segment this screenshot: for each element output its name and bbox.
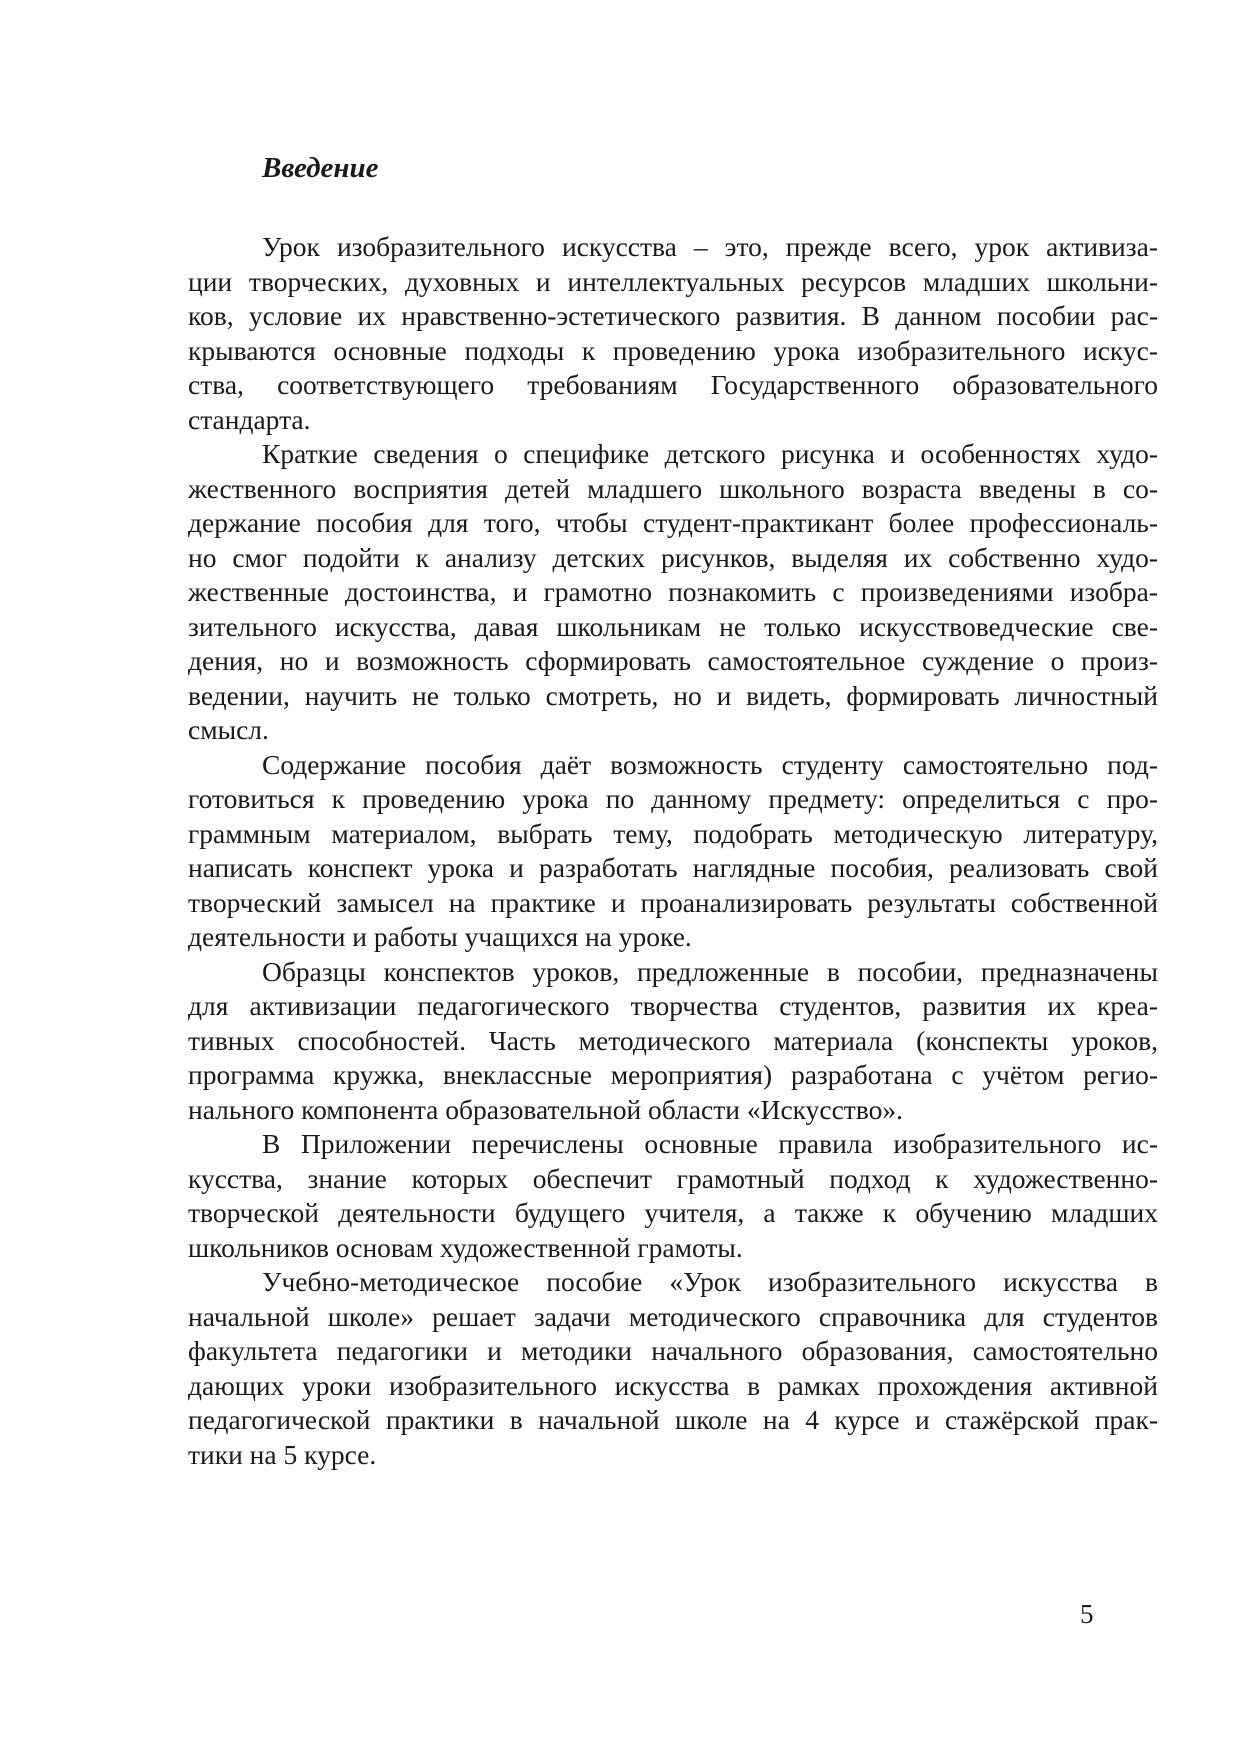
text-line: написать конспект урока и разработать наглядные пособия, реализовать свой (188, 852, 1158, 883)
text-line: но смог подойти к анализу детских рисунков, выделяя их собственно худо- (188, 541, 1158, 573)
text-line: кусства, знание которых обеспечит грамотный подход к художественно- (188, 1162, 1158, 1194)
paragraph-3 (188, 748, 1158, 955)
text-line: для активизации педагогического творчества студентов, развития их креа- (188, 990, 1158, 1021)
text-line: ства, соответствующего требованиям Государственного образовательного (188, 369, 1158, 400)
text-line: зительного искусства, давая школьникам не только искусствоведческие све- (188, 610, 1158, 642)
text-line: Образцы конспектов уроков, предложенные в пособии, предназначены (262, 955, 1158, 987)
text-line: дающих уроки изобразительного искусства в рамках прохождения активной (188, 1369, 1158, 1401)
text-line: ции творческих, духовных и интеллектуальных ресурсов младших школьни- (188, 265, 1158, 297)
text-line: Содержание пособия даёт возможность студенту самостоятельно под- (262, 748, 1158, 780)
text-line: Урок изобразительного искусства – это, прежде всего, урок активиза- (262, 231, 1158, 262)
text-line: В Приложении перечислены основные правила изобразительного ис- (262, 1128, 1158, 1159)
text-line: граммным материалом, выбрать тему, подобрать методическую литературу, (188, 817, 1158, 849)
text-line: тики на 5 курсе. (188, 1438, 377, 1470)
text-line: крываются основные подходы к проведению урока изобразительного искус- (188, 334, 1158, 366)
text-line: Краткие сведения о специфике детского рисунка и особенностях худо- (262, 438, 1158, 469)
text-line: нального компонента образовательной области «Искусство». (188, 1093, 903, 1125)
text-line: начальной школе» решает задачи методического справочника для студентов (188, 1300, 1158, 1332)
text-line: жественного восприятия детей младшего школьного возраста введены в со- (188, 472, 1158, 504)
body-text (188, 230, 1158, 1472)
text-line: ведении, научить не только смотреть, но и видеть, формировать личностный (188, 679, 1158, 711)
text-line: деятельности и работы учащихся на уроке. (188, 921, 692, 952)
text-line: ков, условие их нравственно-эстетического развития. В данном пособии рас- (188, 300, 1158, 331)
text-line: школьников основам художественной грамоты. (188, 1231, 743, 1263)
text-line: смысл. (188, 714, 269, 745)
text-line: держание пособия для того, чтобы студент-практикант более профессиональ- (188, 507, 1158, 538)
text-line: тивных способностей. Часть методического материала (конспекты уроков, (188, 1024, 1158, 1056)
paragraph-6 (188, 1265, 1158, 1472)
text-line: дения, но и возможность сформировать самостоятельное суждение о произ- (188, 645, 1158, 676)
page-title: Введение (262, 152, 379, 184)
text-line: готовиться к проведению урока по данному предмету: определиться с про- (188, 783, 1158, 814)
text-line: факультета педагогики и методики начального образования, самостоятельно (188, 1335, 1158, 1366)
paragraph-5 (188, 1127, 1158, 1265)
paragraph-4 (188, 955, 1158, 1128)
text-line: программа кружка, внеклассные мероприятия) разработана с учётом регио- (188, 1059, 1158, 1090)
text-line: творческой деятельности будущего учителя, а также к обучению младших (188, 1197, 1158, 1228)
page-number: 5 (1080, 1599, 1094, 1629)
text-line: Учебно-методическое пособие «Урок изобразительного искусства в (262, 1266, 1158, 1297)
text-line: стандарта. (188, 403, 311, 435)
text-line: педагогической практики в начальной школе на 4 курсе и стажёрской прак- (188, 1404, 1158, 1435)
paragraph-1 (188, 230, 1158, 437)
text-line: творческий замысел на практике и проанализировать результаты собственной (188, 886, 1158, 918)
paragraph-2 (188, 437, 1158, 748)
text-line: жественные достоинства, и грамотно познакомить с произведениями изобра- (188, 576, 1158, 607)
